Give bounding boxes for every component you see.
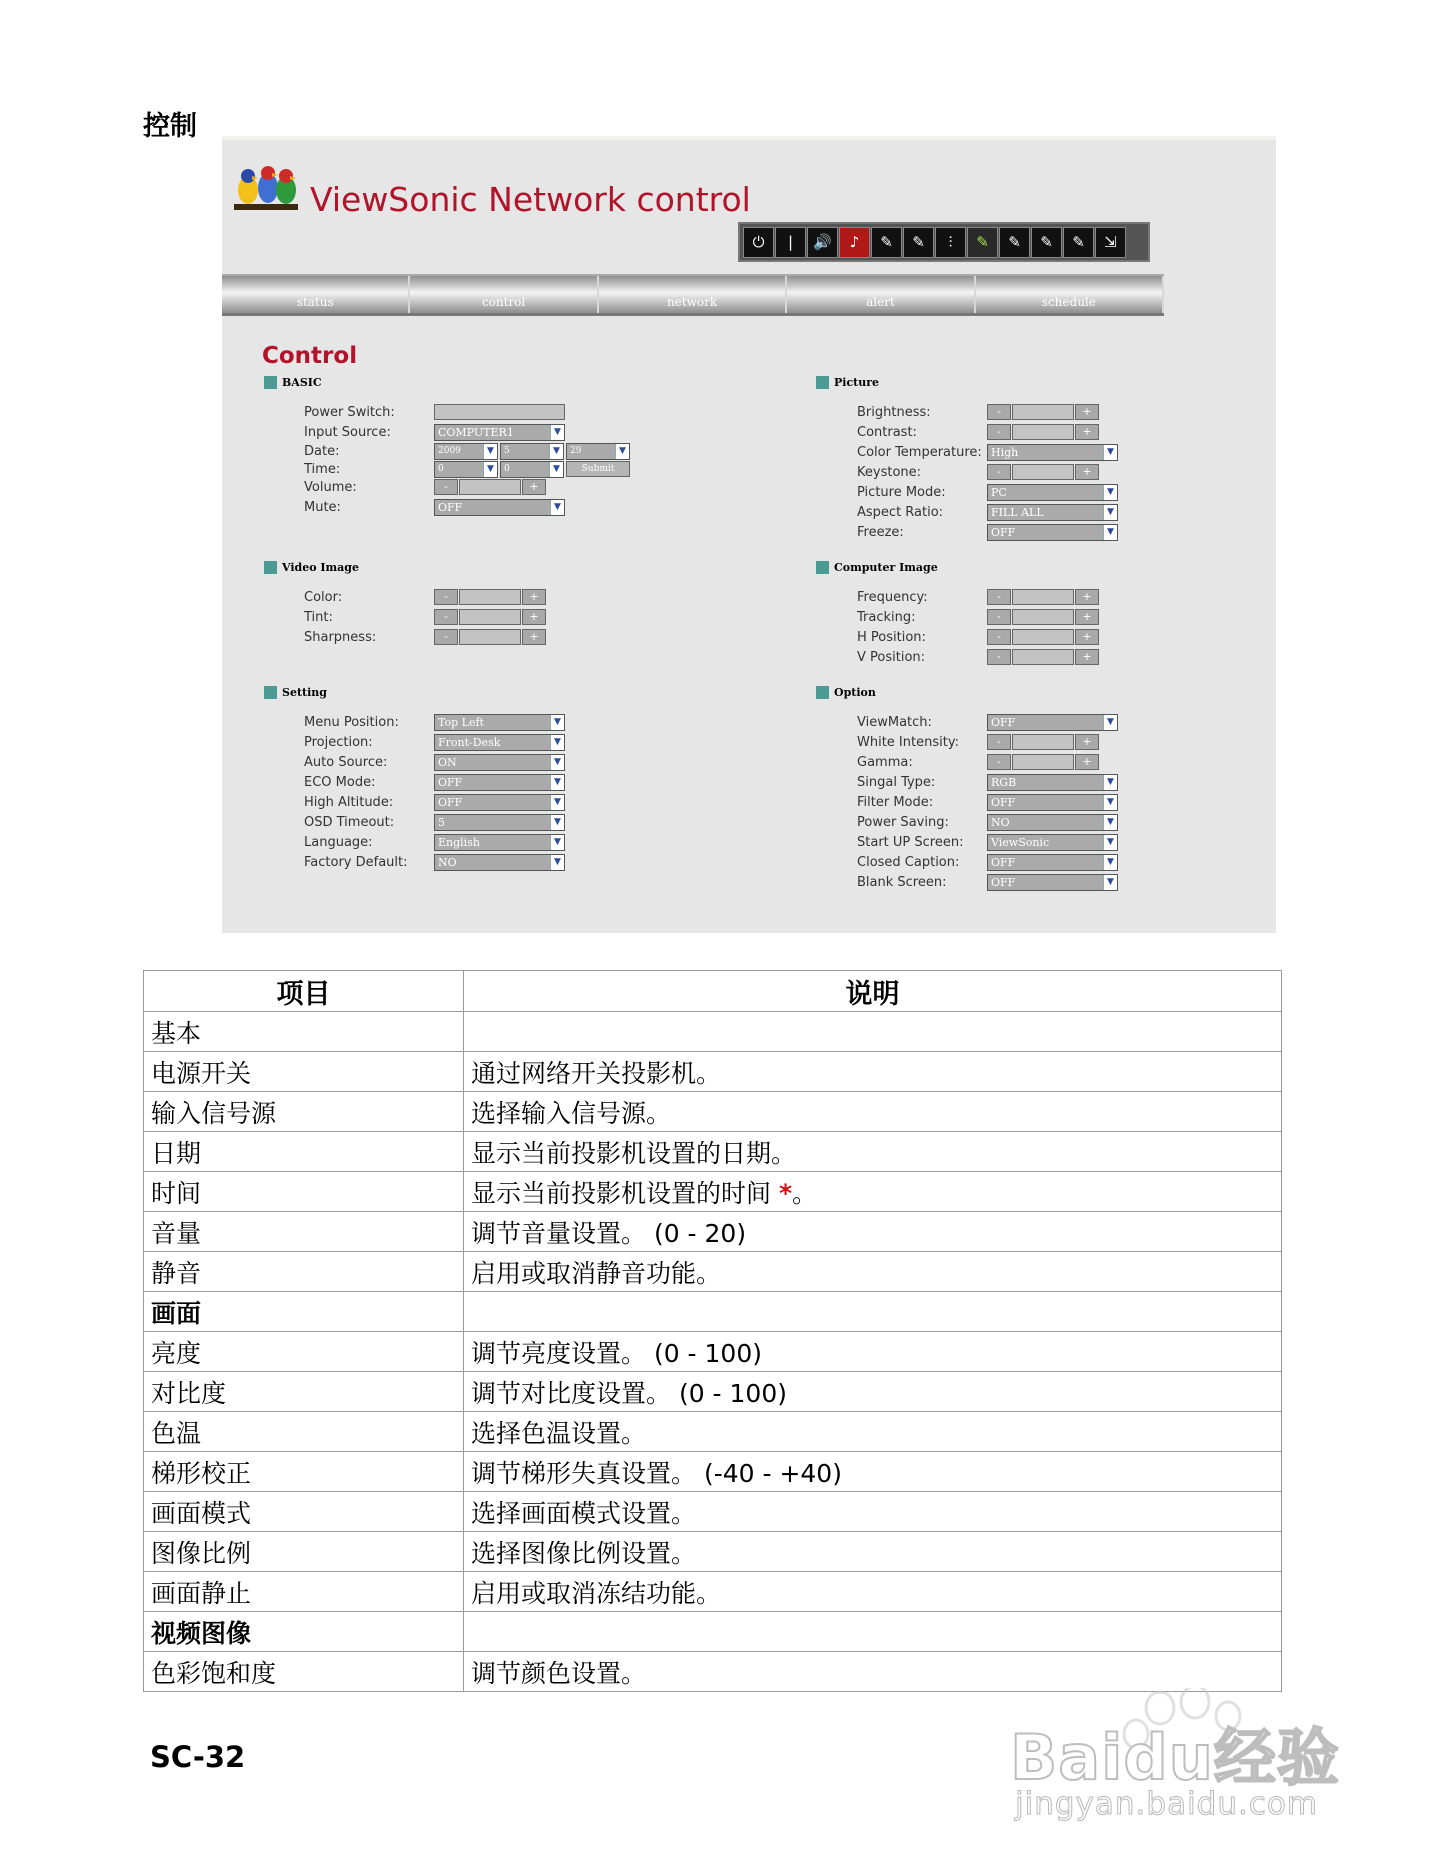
select-value: ViewSonic (991, 836, 1050, 849)
row-item: 画面模式 (144, 1492, 464, 1532)
chevron-down-icon: ▼ (1103, 835, 1117, 850)
row-item: 画面静止 (144, 1572, 464, 1612)
white-intensity-minus-button[interactable]: - (987, 734, 1011, 750)
table-row (144, 1332, 1282, 1372)
tracking-plus-button[interactable]: + (1075, 609, 1099, 625)
standby-icon[interactable]: | (775, 227, 806, 258)
h-position-field[interactable] (1012, 629, 1074, 645)
select-value: COMPUTER1 (438, 426, 514, 439)
power-switch-label: Power Switch: (304, 405, 395, 420)
volume-plus-button[interactable]: + (522, 479, 546, 495)
select-value: OFF (991, 716, 1016, 729)
section-marker-icon (264, 376, 277, 389)
select-value: 0 (438, 464, 444, 474)
aspect-ratio-select[interactable] (987, 504, 1118, 521)
table-row (144, 1132, 1282, 1172)
s-video-icon[interactable]: ✎ (999, 227, 1030, 258)
row-item: 输入信号源 (144, 1092, 464, 1132)
color-label: Color: (304, 590, 343, 605)
color-temperature-select[interactable] (987, 444, 1118, 461)
description-table (143, 970, 1282, 1692)
tracking-minus-button[interactable]: - (987, 609, 1011, 625)
usb-icon[interactable]: ✎ (1031, 227, 1062, 258)
row-desc: 调节音量设置。 (0 - 20) (464, 1212, 1282, 1252)
section-marker-icon (264, 561, 277, 574)
select-value: FILL ALL (991, 506, 1044, 519)
row-desc (464, 1292, 1282, 1332)
chevron-down-icon: ▼ (1103, 775, 1117, 790)
table-row (144, 1532, 1282, 1572)
viewmatch-select[interactable] (987, 714, 1118, 731)
brightness-label: Brightness: (857, 405, 931, 420)
tab-schedule[interactable]: schedule (976, 276, 1164, 313)
select-value: OFF (991, 856, 1016, 869)
chevron-down-icon: ▼ (1103, 505, 1117, 520)
row-desc: 调节颜色设置。 (464, 1652, 1282, 1692)
select-value: 29 (570, 446, 582, 456)
network-plug-icon[interactable]: ✎ (1063, 227, 1094, 258)
viewmatch-label: ViewMatch: (857, 715, 932, 730)
chevron-down-icon: ▼ (550, 755, 564, 770)
page-number: SC-32 (150, 1740, 246, 1774)
color-plus-button[interactable]: + (522, 589, 546, 605)
row-item: 视频图像 (144, 1612, 464, 1652)
row-desc: 选择画面模式设置。 (464, 1492, 1282, 1532)
table-row (144, 1252, 1282, 1292)
section-marker-icon (264, 686, 277, 699)
table-row (144, 1172, 1282, 1212)
row-desc: 显示当前投影机设置的日期。 (464, 1132, 1282, 1172)
row-desc: 调节梯形失真设置。 (-40 - +40) (464, 1452, 1282, 1492)
power-saving-label: Power Saving: (857, 815, 949, 830)
volume-field[interactable] (459, 479, 521, 495)
chevron-down-icon: ▼ (615, 444, 629, 459)
select-value: English (438, 836, 480, 849)
brightness-plus-button[interactable]: + (1075, 404, 1099, 420)
table-row (144, 1492, 1282, 1532)
chevron-down-icon: ▼ (550, 425, 564, 440)
select-value: OFF (438, 796, 463, 809)
chevron-down-icon: ▼ (550, 775, 564, 790)
chevron-down-icon: ▼ (1103, 715, 1117, 730)
language-label: Language: (304, 835, 373, 850)
section-option (816, 686, 876, 699)
chevron-down-icon: ▼ (1103, 855, 1117, 870)
section-picture (816, 376, 879, 389)
chevron-down-icon: ▼ (550, 815, 564, 830)
closed-caption-select[interactable] (987, 854, 1118, 871)
contrast-plus-button[interactable]: + (1075, 424, 1099, 440)
table-row (144, 1012, 1282, 1052)
v-position-field[interactable] (1012, 649, 1074, 665)
power-icon[interactable]: ⏻ (743, 227, 774, 258)
tab-network[interactable]: network (599, 276, 787, 313)
table-row (144, 1452, 1282, 1492)
picture-mode-label: Picture Mode: (857, 485, 946, 500)
volume-label: Volume: (304, 480, 357, 495)
v-position-label: V Position: (857, 650, 926, 665)
control-title: Control (262, 343, 358, 369)
blank-screen-label: Blank Screen: (857, 875, 947, 890)
v-position-minus-button[interactable]: - (987, 649, 1011, 665)
power-saving-select[interactable] (987, 814, 1118, 831)
input-source-select[interactable] (434, 424, 565, 441)
row-item: 时间 (144, 1172, 464, 1212)
row-desc-text: 显示当前投影机设置的时间 (471, 1178, 772, 1208)
sharpness-field[interactable] (459, 629, 521, 645)
frequency-minus-button[interactable]: - (987, 589, 1011, 605)
freeze-label: Freeze: (857, 525, 904, 540)
row-desc-tail: 。 (792, 1178, 818, 1208)
section-marker-icon (816, 561, 829, 574)
chevron-down-icon: ▼ (1103, 815, 1117, 830)
table-row (144, 1092, 1282, 1132)
row-desc: 选择输入信号源。 (464, 1092, 1282, 1132)
date-day-select[interactable] (566, 443, 630, 460)
table-row (144, 1372, 1282, 1412)
color-minus-button[interactable]: - (434, 589, 458, 605)
row-item: 静音 (144, 1252, 464, 1292)
contrast-field[interactable] (1012, 424, 1074, 440)
rgb1-plug-icon[interactable]: ✎ (871, 227, 902, 258)
section-title: Picture (834, 376, 880, 389)
viewsonic-birds-logo (230, 162, 302, 214)
row-item: 色温 (144, 1412, 464, 1452)
select-value: OFF (438, 501, 463, 514)
video-icon[interactable]: ✎ (967, 227, 998, 258)
white-intensity-field[interactable] (1012, 734, 1074, 750)
start-up-screen-label: Start UP Screen: (857, 835, 964, 850)
row-item: 基本 (144, 1012, 464, 1052)
table-row (144, 1212, 1282, 1252)
row-item: 色彩饱和度 (144, 1652, 464, 1692)
select-value: NO (991, 816, 1010, 829)
select-value: NO (438, 856, 457, 869)
row-desc: 启用或取消冻结功能。 (464, 1572, 1282, 1612)
chevron-down-icon: ▼ (483, 462, 497, 477)
row-desc (464, 1612, 1282, 1652)
closed-caption-label: Closed Caption: (857, 855, 960, 870)
chevron-down-icon: ▼ (550, 835, 564, 850)
keystone-minus-button[interactable]: - (987, 464, 1011, 480)
footnote-mark: * (778, 1178, 793, 1208)
watermark-brand: Baidu经验 (1010, 1721, 1340, 1794)
gamma-minus-button[interactable]: - (987, 754, 1011, 770)
color-temperature-label: Color Temperature: (857, 445, 982, 460)
select-value: 5 (504, 446, 510, 456)
row-desc: 调节对比度设置。 (0 - 100) (464, 1372, 1282, 1412)
auto-source-label: Auto Source: (304, 755, 388, 770)
row-item: 梯形校正 (144, 1452, 464, 1492)
section-marker-icon (816, 376, 829, 389)
blank-screen-select[interactable] (987, 874, 1118, 891)
row-item: 日期 (144, 1132, 464, 1172)
row-item: 亮度 (144, 1332, 464, 1372)
select-value: 5 (438, 816, 445, 829)
table-row (144, 1572, 1282, 1612)
tab-status[interactable]: status (222, 276, 410, 313)
table-row (144, 1612, 1282, 1652)
sharpness-label: Sharpness: (304, 630, 377, 645)
chevron-down-icon: ▼ (550, 855, 564, 870)
chevron-down-icon: ▼ (550, 735, 564, 750)
watermark-url: jingyan.baidu.com (1015, 1786, 1319, 1822)
component-icon[interactable]: ⫶ (935, 227, 966, 258)
tint-minus-button[interactable]: - (434, 609, 458, 625)
keystone-plus-button[interactable]: + (1075, 464, 1099, 480)
row-desc (464, 1172, 1282, 1212)
h-position-minus-button[interactable]: - (987, 629, 1011, 645)
white-intensity-label: White Intensity: (857, 735, 959, 750)
select-value: High (991, 446, 1019, 459)
chevron-down-icon: ▼ (549, 462, 563, 477)
power-switch-field[interactable] (434, 404, 565, 420)
projection-label: Projection: (304, 735, 373, 750)
brightness-minus-button[interactable]: - (987, 404, 1011, 420)
color-field[interactable] (459, 589, 521, 605)
row-desc: 选择图像比例设置。 (464, 1532, 1282, 1572)
section-video-image (264, 561, 359, 574)
chevron-down-icon: ▼ (550, 795, 564, 810)
select-value: 0 (504, 464, 510, 474)
keystone-field[interactable] (1012, 464, 1074, 480)
keystone-label: Keystone: (857, 465, 922, 480)
gamma-field[interactable] (1012, 754, 1074, 770)
header-description: 说明 (464, 971, 1282, 1012)
section-title: Computer Image (834, 561, 938, 574)
auto-source-select[interactable] (434, 754, 565, 771)
picture-mode-select[interactable] (987, 484, 1118, 501)
chevron-down-icon: ▼ (550, 500, 564, 515)
tint-label: Tint: (304, 610, 333, 625)
section-basic (264, 376, 322, 389)
start-up-screen-select[interactable] (987, 834, 1118, 851)
section-marker-icon (816, 686, 829, 699)
language-select[interactable] (434, 834, 565, 851)
network-control-screenshot (222, 136, 1276, 933)
section-title: Option (834, 686, 876, 699)
table-row (144, 1292, 1282, 1332)
row-desc: 通过网络开关投影机。 (464, 1052, 1282, 1092)
date-month-select[interactable] (500, 443, 564, 460)
chevron-down-icon: ▼ (483, 444, 497, 459)
section-setting (264, 686, 327, 699)
contrast-minus-button[interactable]: - (987, 424, 1011, 440)
hdmi-icon[interactable]: ⇲ (1095, 227, 1126, 258)
date-label: Date: (304, 444, 340, 459)
filter-mode-select[interactable] (987, 794, 1118, 811)
freeze-select[interactable] (987, 524, 1118, 541)
sharpness-plus-button[interactable]: + (522, 629, 546, 645)
frequency-label: Frequency: (857, 590, 928, 605)
select-value: Top Left (438, 716, 484, 729)
h-position-label: H Position: (857, 630, 926, 645)
tab-control[interactable]: control (410, 276, 598, 313)
table-row (144, 1652, 1282, 1692)
frequency-plus-button[interactable]: + (1075, 589, 1099, 605)
factory-default-select[interactable] (434, 854, 565, 871)
projection-select[interactable] (434, 734, 565, 751)
singal-type-label: Singal Type: (857, 775, 936, 790)
projector-toolbar (738, 222, 1150, 262)
contrast-label: Contrast: (857, 425, 917, 440)
select-value: PC (991, 486, 1007, 499)
date-year-select[interactable] (434, 443, 498, 460)
table-row (144, 1052, 1282, 1092)
factory-default-label: Factory Default: (304, 855, 408, 870)
row-item: 电源开关 (144, 1052, 464, 1092)
volume-minus-button[interactable]: - (434, 479, 458, 495)
table-row (144, 1412, 1282, 1452)
time-minute-select[interactable] (500, 461, 564, 478)
time-hour-select[interactable] (434, 461, 498, 478)
speaker-icon[interactable]: 🔊 (807, 227, 838, 258)
chevron-down-icon: ▼ (550, 715, 564, 730)
mute-icon[interactable]: ♪ (839, 227, 870, 258)
eco-mode-select[interactable] (434, 774, 565, 791)
submit-button[interactable]: Submit (566, 461, 630, 477)
row-desc: 调节亮度设置。 (0 - 100) (464, 1332, 1282, 1372)
row-item: 图像比例 (144, 1532, 464, 1572)
row-desc: 启用或取消静音功能。 (464, 1252, 1282, 1292)
select-value: 2009 (438, 446, 461, 456)
h-position-plus-button[interactable]: + (1075, 629, 1099, 645)
brightness-field[interactable] (1012, 404, 1074, 420)
osd-timeout-label: OSD Timeout: (304, 815, 395, 830)
row-item: 音量 (144, 1212, 464, 1252)
section-title: Setting (282, 686, 327, 699)
aspect-ratio-label: Aspect Ratio: (857, 505, 944, 520)
select-value: RGB (991, 776, 1017, 789)
chevron-down-icon: ▼ (549, 444, 563, 459)
tracking-field[interactable] (1012, 609, 1074, 625)
gamma-plus-button[interactable]: + (1075, 754, 1099, 770)
time-label: Time: (304, 462, 341, 477)
chevron-down-icon: ▼ (1103, 525, 1117, 540)
row-desc (464, 1012, 1282, 1052)
menu-position-select[interactable] (434, 714, 565, 731)
osd-timeout-select[interactable] (434, 814, 565, 831)
rgb2-plug-icon[interactable]: ✎ (903, 227, 934, 258)
select-value: OFF (991, 876, 1016, 889)
input-source-label: Input Source: (304, 425, 391, 440)
page-heading: 控制 (143, 111, 197, 142)
sharpness-minus-button[interactable]: - (434, 629, 458, 645)
header-item: 项目 (144, 971, 464, 1012)
section-title: Video Image (282, 561, 359, 574)
frequency-field[interactable] (1012, 589, 1074, 605)
table-header-row (144, 971, 1282, 1012)
nav-tabs (222, 274, 1164, 316)
v-position-plus-button[interactable]: + (1075, 649, 1099, 665)
eco-mode-label: ECO Mode: (304, 775, 376, 790)
select-value: ON (438, 756, 457, 769)
select-value: OFF (991, 796, 1016, 809)
app-title: ViewSonic Network control (310, 180, 751, 219)
chevron-down-icon: ▼ (1103, 445, 1117, 460)
menu-position-label: Menu Position: (304, 715, 399, 730)
high-altitude-select[interactable] (434, 794, 565, 811)
select-value: OFF (991, 526, 1016, 539)
mute-select[interactable] (434, 499, 565, 516)
select-value: Front-Desk (438, 736, 501, 749)
high-altitude-label: High Altitude: (304, 795, 394, 810)
row-desc: 选择色温设置。 (464, 1412, 1282, 1452)
white-intensity-plus-button[interactable]: + (1075, 734, 1099, 750)
tab-alert[interactable]: alert (787, 276, 975, 313)
singal-type-select[interactable] (987, 774, 1118, 791)
tint-plus-button[interactable]: + (522, 609, 546, 625)
row-item: 画面 (144, 1292, 464, 1332)
section-title: BASIC (282, 376, 322, 389)
mute-label: Mute: (304, 500, 341, 515)
tracking-label: Tracking: (857, 610, 916, 625)
section-computer-image (816, 561, 938, 574)
filter-mode-label: Filter Mode: (857, 795, 934, 810)
tint-field[interactable] (459, 609, 521, 625)
select-value: OFF (438, 776, 463, 789)
chevron-down-icon: ▼ (1103, 875, 1117, 890)
gamma-label: Gamma: (857, 755, 913, 770)
chevron-down-icon: ▼ (1103, 795, 1117, 810)
chevron-down-icon: ▼ (1103, 485, 1117, 500)
row-item: 对比度 (144, 1372, 464, 1412)
